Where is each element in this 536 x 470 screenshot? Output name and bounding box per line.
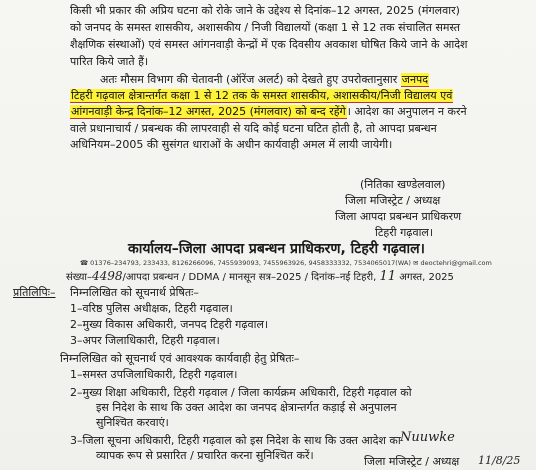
para2-line3-highlight: आंगनवाड़ी केन्द्र दिनांक–12 अगस्त, 2025 (मंगलवार) को बन्द रहेंगे: [71, 105, 346, 118]
signatory-place: टिहरी गढ़वाल।: [375, 226, 434, 239]
para2-line1-prefix: अतः मौसम विभाग की चेतावनी (ऑरेंज अलर्ट) को देखते हुए उपरोक्तानुसार: [100, 73, 398, 86]
para1-line3: शैक्षणिक संस्थाओं) एवं समस्त आंगनवाड़ी केन्द्रों में एक दिवसीय अवकाश घोषित किये जाने के आदेश: [70, 38, 468, 51]
info-item-2: 2–मुख्य विकास अधिकारी, जनपद टिहरी गढ़वाल।: [70, 318, 269, 331]
para2-line5: अधिनियम–2005 की सुसंगत धाराओं के अधीन कार्यवाही अमल में लायी जायेगी।: [70, 138, 393, 151]
para2-line4: वाले प्रधानाचार्य / प्रबन्धक की लापरवाही से यदि कोई घटना घटित होती है, तो आपदा प्रबन्धन: [70, 122, 437, 135]
copy-label-text: प्रतिलिपिः–: [13, 286, 56, 299]
signatory-authority: जिला आपदा प्रबन्धन प्राधिकरण: [335, 210, 462, 223]
info-item-1: 1–वरिष्ठ पुलिस अधीक्षक, टिहरी गढ़वाल।: [70, 302, 233, 315]
office-phones: ☎ 01376–234793, 233433, 8126266096, 7455939093, 7455963926, 9458333332, 7534065017(WA): [80, 259, 411, 267]
para2-line1: [100, 73, 429, 87]
action-heading: निम्नलिखित को सूचनार्थ एवं आवश्यक कार्यवाही हेतु प्रेषितः–: [60, 352, 300, 365]
action-item-3-line2: व्यापक रूप से प्रसारित / प्रचारित करना सुनिश्चित करें।: [96, 449, 314, 462]
action-item-2-line2: इस निदेश के साथ कि उक्त आदेश का जनपद क्षेत्रान्तर्गत कड़ाई से अनुपालन: [96, 401, 397, 414]
para2-line3: [70, 105, 467, 119]
para2-line2-highlight: टिहरी गढ़वाल क्षेत्रान्तर्गत कक्षा 1 से 12 तक के समस्त शासकीय, अशासकीय/निजी विद्यालय एवं: [71, 89, 453, 102]
info-item-3: 3–अपर जिलाधिकारी, टिहरी गढ़वाल।: [70, 334, 220, 347]
action-item-2-line3: सुनिश्चित करवाएं।: [96, 416, 169, 429]
reference-number: 4498: [92, 269, 123, 283]
handwritten-signature: Nuuwke: [400, 430, 455, 445]
signatory-designation: जिला मजिस्ट्रेट / अध्यक्ष: [345, 194, 441, 207]
reference-number-label: संख्या–: [66, 272, 92, 283]
signatory-name: (नितिका खण्डेलवाल): [360, 178, 446, 191]
office-title: कार्यालय–जिला आपदा प्रबन्धन प्राधिकरण, टिहरी गढ़वाल।: [128, 241, 425, 257]
para2-line2: [70, 89, 453, 103]
copy-label: [13, 286, 56, 300]
office-email: ✉ deoctehri@gmail.com: [413, 259, 492, 267]
para1-line4: पारित किये जाते हैं।: [70, 55, 149, 68]
para2-line3-rest: । आदेश का अनुपालन न करने: [346, 105, 467, 118]
info-heading: निम्नलिखित को सूचनार्थ प्रेषितः–: [70, 286, 199, 299]
reference-number-rest: /आपदा प्रबन्धन / DDMA / मानसून सत्र–2025 / दिनांक–नई टिहरी,: [122, 272, 377, 283]
action-item-1: 1–समस्त उपजिलाधिकारी, टिहरी गढ़वाल।: [70, 368, 238, 381]
reference-date-rest: अगस्त, 2025: [399, 272, 454, 283]
reference-line: [66, 270, 454, 284]
para2-line1-highlight: जनपद: [401, 73, 429, 86]
para1-line2: को जनपद के समस्त शासकीय, अशासकीय / निजी विद्यालयों (कक्षा 1 से 12 तक संचालित समस्त: [70, 21, 461, 34]
signature2-designation: जिला मजिस्ट्रेट / अध्यक्ष: [364, 455, 460, 468]
action-item-3-line1: 3–जिला सूचना अधिकारी, टिहरी गढ़वाल को इस निदेश के साथ कि उक्त आदेश का: [70, 434, 401, 447]
reference-date-day: 11: [379, 269, 397, 284]
handwritten-date: 11/8/25: [478, 454, 521, 467]
para1-line1: किसी भी प्रकार की अप्रिय घटना को रोके जाने के उद्देश्य से दिनांक–12 अगस्त, 2025 (मंगलवार): [70, 4, 460, 17]
action-item-2-line1: 2–मुख्य शिक्षा अधिकारी, टिहरी गढ़वाल / जिला कार्यक्रम अधिकारी, टिहरी गढ़वाल को: [70, 386, 412, 399]
